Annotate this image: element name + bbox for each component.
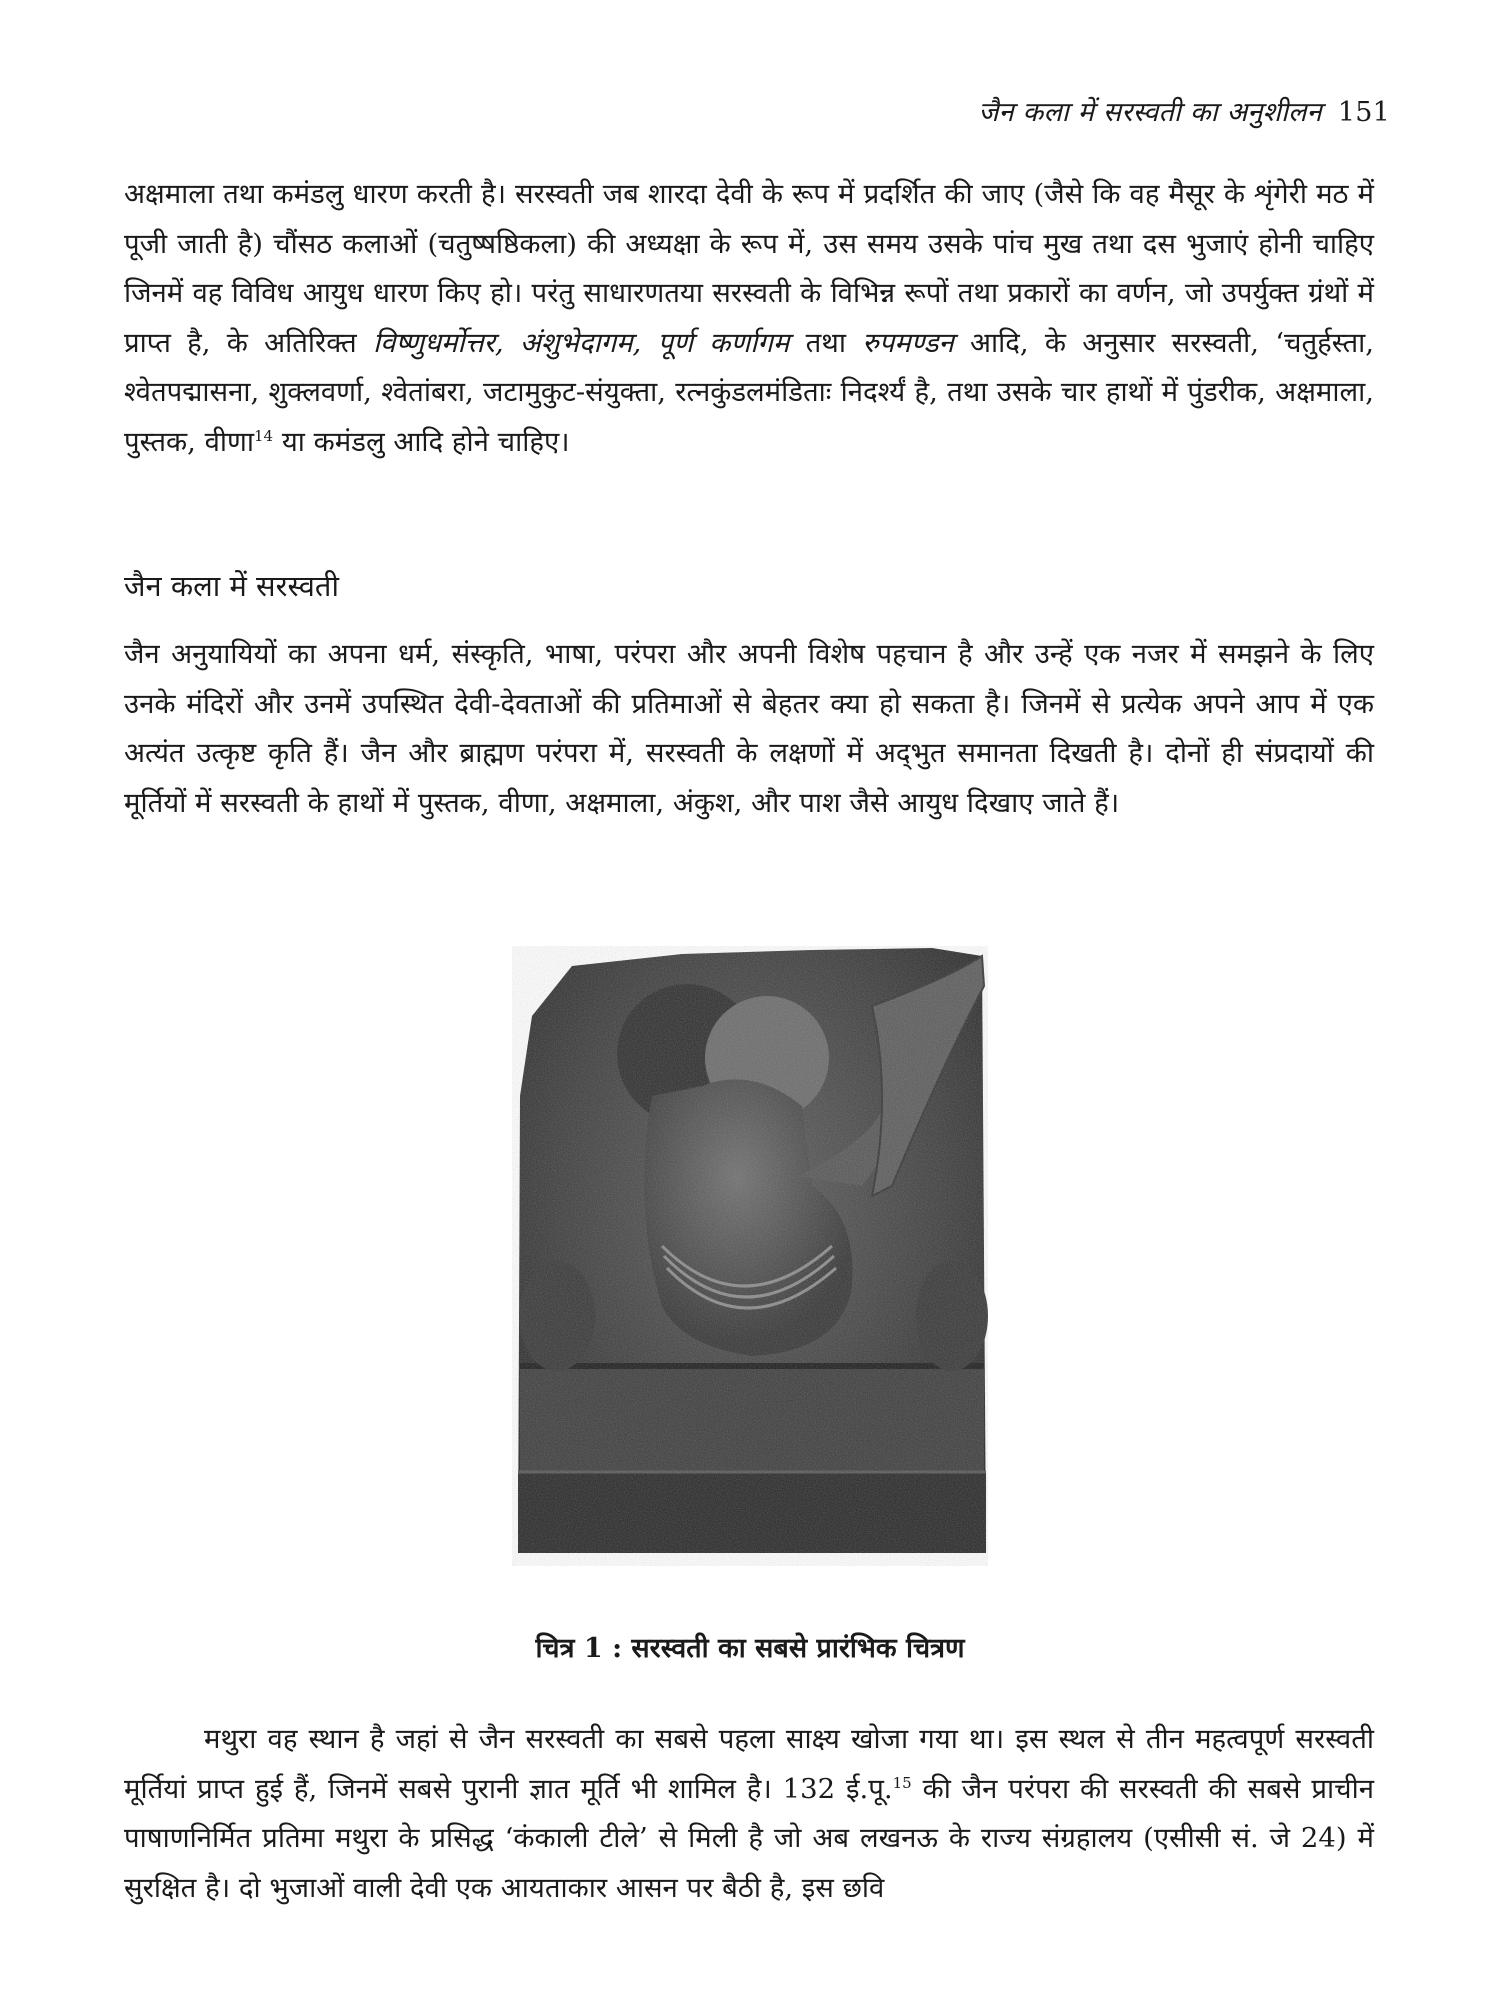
paragraph-1-italic-titles: विष्णुधर्मोत्तर, अंशुभेदागम, पूर्ण कर्णागम xyxy=(372,326,790,359)
paragraph-1-text-d: या कमंडलु आदि होने चाहिए। xyxy=(273,425,570,458)
paragraph-1-text-b: तथा xyxy=(789,326,863,359)
paragraph-2: जैन अनुयायियों का अपना धर्म, संस्कृति, भाषा, परंपरा और अपनी विशेष पहचान है और उन्हें एक नजर में समझने के लिए उनके मंदिरों और उनमें उपस्थित देवी-देवताओं की प्रतिमाओं से बेहतर क्या हो सकता है। जिनमें से प्रत्येक अपने आप में एक अत्यंत उत्कृष्ट कृति हैं। जैन और ब्राह्मण परंपरा में, सरस्वती के लक्षणों में अद्‌भुत समानता दिखती है। दोनों ही संप्रदायों की मूर्तियों में सरस्वती के हाथों में पुस्तक, वीणा, अक्षमाला, अंकुश, और पाश जैसे आयुध दिखाए जाते हैं। xyxy=(124,638,1374,819)
section-heading: जैन कला में सरस्वती xyxy=(124,569,339,603)
saraswati-sculpture-photo xyxy=(512,946,988,1566)
page-number: 151 xyxy=(1337,97,1390,128)
paragraph-1-italic-rupamandan: रुपमण्डन xyxy=(862,326,954,359)
footnote-marker-14: 14 xyxy=(254,426,274,445)
running-header xyxy=(978,92,1390,129)
paragraph-1-text-c: आदि, के अनुसार सरस्वती, ‘चतुर्हस्ता, श्वेतपद्मासना, शुक्लवर्णा, श्वेतांबरा, जटामुकुट-संयुक्ता, रत्नकुंडलमंडिताः निदर्श्यं है, तथा उसके चार हाथों में पुंडरीक, अक्षमाला, पुस्तक, वीणा xyxy=(124,326,1375,458)
footnote-marker-15: 15 xyxy=(892,1773,912,1792)
running-title: जैन कला में सरस्वती का अनुशीलन xyxy=(978,97,1322,128)
figure-caption: चित्र 1 : सरस्वती का सबसे प्रारंभिक चित्रण xyxy=(535,1633,965,1664)
paragraph-1 xyxy=(124,170,1374,467)
paragraph-1-text-a: अक्षमाला तथा कमंडलु धारण करती है। सरस्वती जब शारदा देवी के रूप में प्रदर्शित की जाए (जैसे कि वह मैसूर के शृंगेरी मठ में पूजी जाती है) चौंसठ कलाओं (चतुष्षष्ठिकला) की अध्यक्षा के रूप में, उस समय उसके पांच मुख तथा दस भुजाएं होनी चाहिए जिनमें वह विविध आयुध धारण किए हो। परंतु साधारणतया सरस्वती के विभिन्न रूपों तथा प्रकारों का वर्णन, जो उपर्युक्त ग्रंथों में प्राप्त है, के अतिरिक्त xyxy=(124,178,1374,359)
paragraph-3-text-a: मथुरा वह स्थान है जहां से जैन सरस्वती का सबसे पहला साक्ष्य खोजा गया था। इस स्थल से तीन महत्वपूर्ण सरस्वती मूर्तियां प्राप्त हुई हैं, जिनमें सबसे पुरानी ज्ञात मूर्ति भी शामिल है। 132 ई.पू. xyxy=(124,1723,1374,1805)
paragraph-3-text-b: की जैन परंपरा की सरस्वती की सबसे प्राचीन पाषाणनिर्मित प्रतिमा मथुरा के प्रसिद्ध ‘कंकाली टीले’ से मिली है जो अब लखनऊ के राज्य संग्रहालय (एसीसी सं. जे 24) में सुरक्षित है। दो भुजाओं वाली देवी एक आयताकार आसन पर बैठी है, इस छवि xyxy=(124,1772,1374,1904)
paragraph-3 xyxy=(124,1715,1374,1913)
